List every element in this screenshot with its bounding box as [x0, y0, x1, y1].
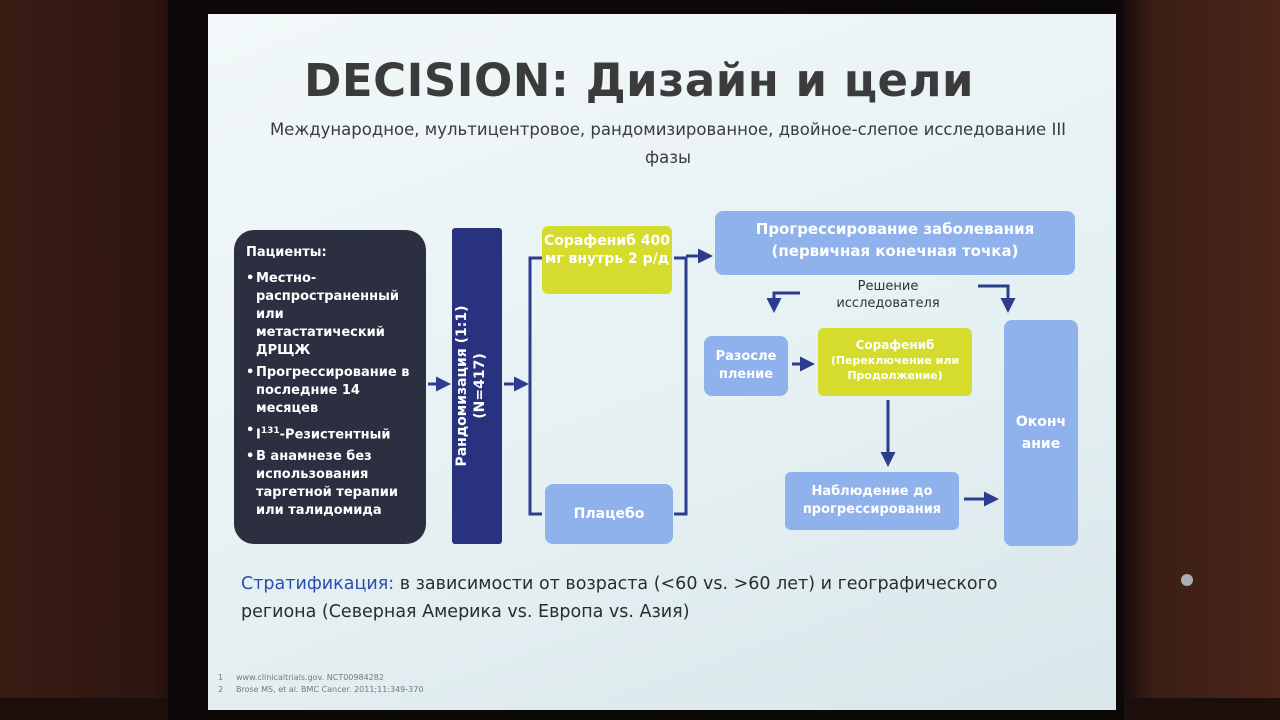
arm-bracket [530, 258, 542, 514]
stratification-label: Стратификация: [241, 574, 395, 594]
sorafenib-switch-box [818, 328, 972, 396]
decision-left-arrow [774, 293, 800, 310]
reference-number: 1 [218, 673, 224, 682]
unblinding-box: Разосле пление [704, 336, 788, 396]
patients-criteria-list [246, 270, 416, 520]
criteria-item: • Местно-распространенный или метастатический ДРЩЖ [246, 270, 416, 360]
patients-box [234, 230, 426, 544]
placebo-arm-box: Плацебо [545, 484, 673, 544]
wall-light-dot [1181, 574, 1193, 586]
progression-box: Прогрессирование заболевания (первичная конечная точка) [715, 211, 1075, 275]
end-box: Оконч ание [1004, 320, 1078, 546]
references [218, 672, 423, 696]
randomization-label [453, 236, 501, 536]
stratification-text [241, 570, 1061, 626]
iodine-superscript: 131 [260, 426, 280, 436]
reference-text: www.clinicaltrials.gov. NCT00984282 [236, 673, 384, 682]
slide-subtitle: Международное, мультицентровое, рандомизированное, двойное-слепое исследование III фазы [269, 120, 1067, 167]
projection-screen [208, 14, 1116, 710]
reference-item [218, 672, 423, 684]
investigator-decision-label: Решение исследователя [836, 279, 940, 311]
reference-text: Brose MS, et al. BMC Cancer. 2011;11:349-370 [236, 685, 424, 694]
sorafenib-switch-note: (Переключение или Продолжение) [830, 354, 960, 382]
criteria-item: • В анамнезе без использования таргетной терапии или талидомида [246, 448, 416, 520]
slide-title: DECISION: Дизайн и цели [304, 54, 975, 107]
stratification-detail: в зависимости от возраста (<60 vs. >60 лет) и географического региона (Северная Америка vs. Европа vs. Азия) [241, 574, 998, 622]
observation-box: Наблюдение до прогрессирования [785, 472, 959, 530]
iodine-suffix: -Резистентный [279, 427, 391, 443]
reference-item [218, 684, 423, 696]
sorafenib-arm-box: Сорафениб 400 мг внутрь 2 р/д [542, 226, 672, 294]
arms-merge-bracket [674, 258, 686, 514]
sorafenib-switch-name: Сорафениб [855, 338, 935, 352]
iodine-prefix: I [256, 427, 261, 443]
patients-heading: Пациенты: [246, 245, 327, 260]
randomization-ratio: Рандомизация (1:1) [454, 305, 470, 467]
criteria-item-iodine [246, 422, 416, 444]
reference-number: 2 [218, 685, 224, 694]
randomization-n: (N=417) [472, 353, 488, 419]
criteria-item: • Прогрессирование в последние 14 месяцев [246, 364, 416, 418]
decision-right-arrow [978, 286, 1008, 310]
